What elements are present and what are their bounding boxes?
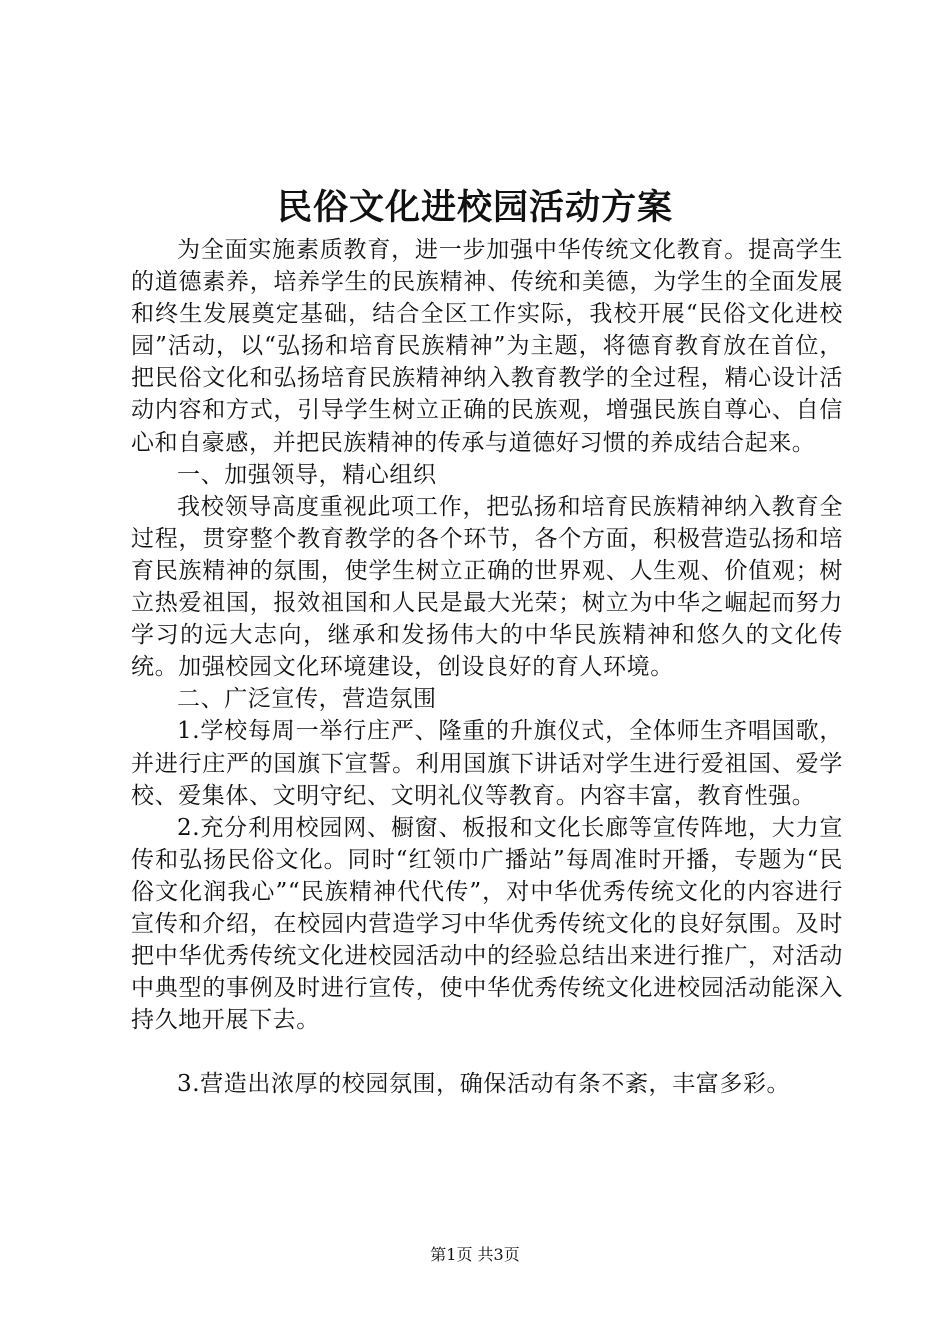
section-2-item-3: 3.营造出浓厚的校园氛围，确保活动有条不紊，丰富多彩。	[177, 1071, 791, 1098]
section-1-paragraph: 我校领导高度重视此项工作，把弘扬和培育民族精神纳入教育全过程，贯穿整个教育教学的各个环节，各个方面，积极营造弘扬和培育民族精神的氛围，使学生树立正确的世界观、人生观、价值观；树立热爱祖国，报效祖国和人民是最大光荣；树立为中华之崛起而努力学习的远大志向，继承和发扬伟大的中华民族精神和悠久的文化传统。加强校园文化环境建设，创设良好的育人环境。	[131, 493, 843, 681]
intro-paragraph: 为全面实施素质教育，进一步加强中华传统文化教育。提高学生的道德素养，培养学生的民族精神、传统和美德，为学生的全面发展和终生发展奠定基础，结合全区工作实际，我校开展“民俗文化进校园”活动，以“弘扬和培育民族精神”为主题，将德育教育放在首位，把民俗文化和弘扬培育民族精神纳入教育教学的全过程，精心设计活动内容和方式，引导学生树立正确的民族观，增强民族自尊心、自信心和自豪感，并把民族精神的传承与道德好习惯的养成结合起来。	[131, 237, 843, 456]
section-2-item-2: 2.充分利用校园网、橱窗、板报和文化长廊等宣传阵地，大力宣传和弘扬民俗文化。同时“红领巾广播站”每周准时开播，专题为“民俗文化润我心”“民族精神代代传”，对中华优秀传统文化的内容进行宣传和介绍，在校园内营造学习中华优秀传统文化的良好氛围。及时把中华优秀传统文化进校园活动中的经验总结出来进行推广，对活动中典型的事例及时进行宣传，使中华优秀传统文化进校园活动能深入持久地开展下去。	[131, 814, 843, 1034]
section-2-heading: 二、广泛宣传，营造氛围	[177, 686, 437, 713]
section-1-heading: 一、加强领导，精心组织	[177, 461, 437, 488]
section-2-item-1: 1.学校每周一举行庄严、隆重的升旗仪式，全体师生齐唱国歌，并进行庄严的国旗下宣誓。利用国旗下讲话对学生进行爱祖国、爱学校、爱集体、文明守纪、文明礼仪等教育。内容丰富，教育性强。	[131, 718, 843, 809]
document-body	[131, 234, 843, 1100]
page-number-footer: 第1页 共3页	[430, 1245, 520, 1264]
document-title: 民俗文化进校园活动方案	[276, 187, 673, 228]
